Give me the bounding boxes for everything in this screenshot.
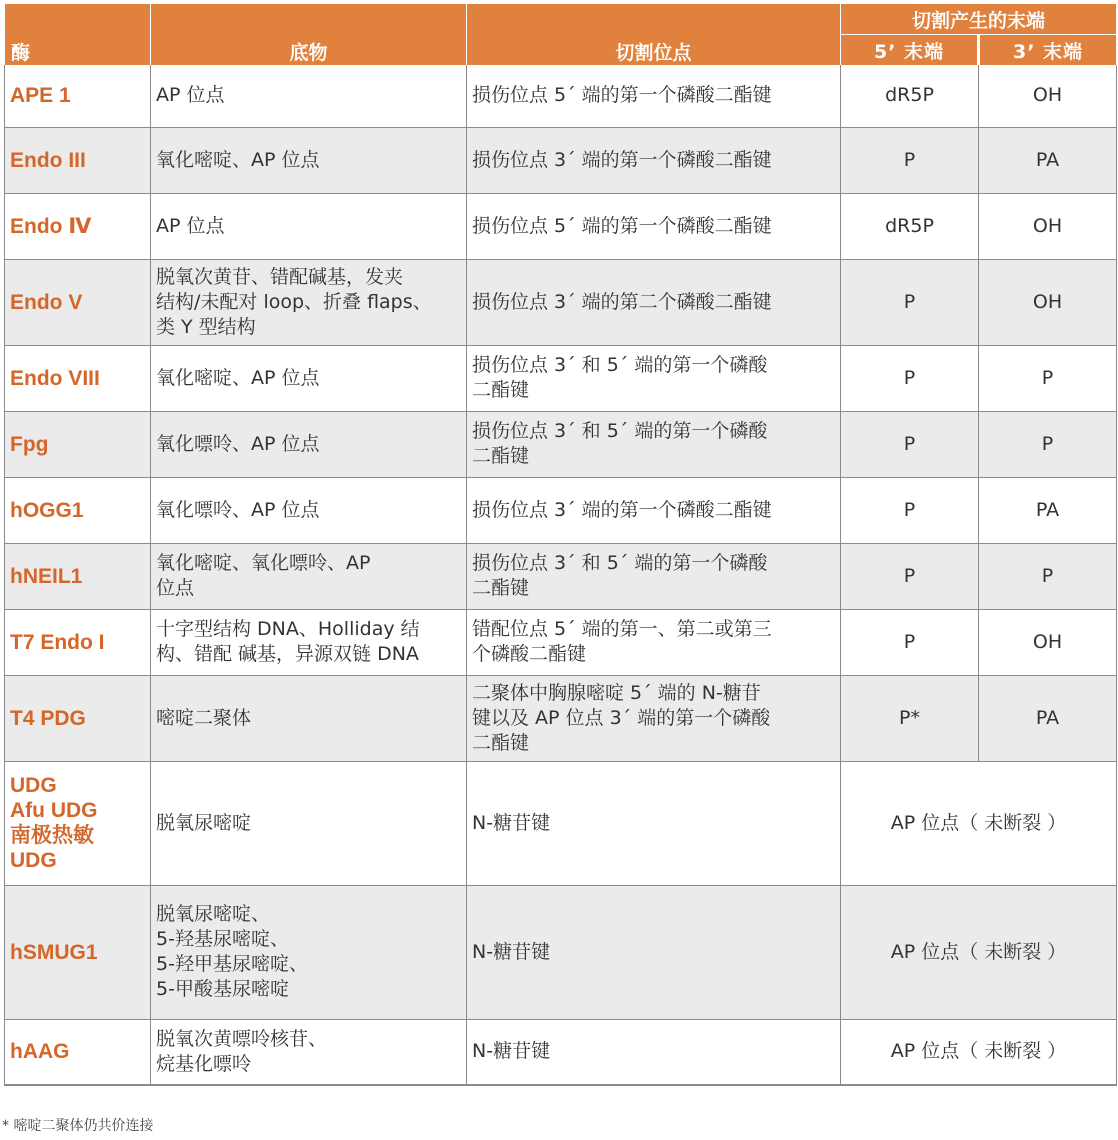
- ends-merged-cell: AP 位点（ 未断裂 ）: [841, 761, 1117, 885]
- enzyme-name-cell: hSMUG1: [5, 885, 151, 1019]
- substrate-cell: 氧化嘧啶、AP 位点: [151, 127, 467, 193]
- table-row: [5, 411, 1117, 477]
- footnote: * 嘧啶二聚体仍共价连接: [2, 1118, 154, 1134]
- table-row: [5, 1019, 1117, 1085]
- enzyme-name-cell: hAAG: [5, 1019, 151, 1085]
- header-end5: 5’ 末端: [841, 35, 979, 66]
- ends-merged-cell: AP 位点（ 未断裂 ）: [841, 1019, 1117, 1085]
- cleavage-site-cell: 损伤位点 3´ 端的第二个磷酸二酯键: [467, 259, 841, 345]
- cleavage-site-cell: N-糖苷键: [467, 885, 841, 1019]
- end5-cell: P: [841, 411, 979, 477]
- table-row: [5, 477, 1117, 543]
- header-substrate: 底物: [151, 4, 467, 65]
- header-row-1: [5, 4, 1117, 35]
- end3-cell: P: [979, 345, 1117, 411]
- cleavage-site-cell: 损伤位点 3´ 和 5´ 端的第一个磷酸 二酯键: [467, 543, 841, 609]
- end3-cell: OH: [979, 609, 1117, 675]
- cleavage-site-cell: 损伤位点 5´ 端的第一个磷酸二酯键: [467, 193, 841, 259]
- table-row: [5, 761, 1117, 885]
- end3-cell: P: [979, 411, 1117, 477]
- cleavage-site-cell: 损伤位点 3´ 和 5´ 端的第一个磷酸 二酯键: [467, 411, 841, 477]
- end3-cell: PA: [979, 675, 1117, 761]
- enzyme-name-cell: T4 PDG: [5, 675, 151, 761]
- header-enzyme: 酶: [5, 4, 151, 65]
- enzyme-name-cell: T7 Endo I: [5, 609, 151, 675]
- table-row: [5, 127, 1117, 193]
- table-row: [5, 259, 1117, 345]
- cleavage-site-cell: 损伤位点 3´ 和 5´ 端的第一个磷酸 二酯键: [467, 345, 841, 411]
- enzyme-name-cell: Endo VIII: [5, 345, 151, 411]
- end3-cell: PA: [979, 477, 1117, 543]
- cleavage-site-cell: N-糖苷键: [467, 1019, 841, 1085]
- enzyme-name-cell: APE 1: [5, 65, 151, 127]
- cleavage-site-cell: 二聚体中胸腺嘧啶 5´ 端的 N-糖苷 键以及 AP 位点 3´ 端的第一个磷酸 二酯键: [467, 675, 841, 761]
- end3-cell: OH: [979, 65, 1117, 127]
- enzyme-name-cell: Endo III: [5, 127, 151, 193]
- enzyme-name-cell: UDG Afu UDG 南极热敏 UDG: [5, 761, 151, 885]
- table-row: [5, 345, 1117, 411]
- substrate-cell: 氧化嘧啶、AP 位点: [151, 345, 467, 411]
- table-row: [5, 675, 1117, 761]
- table-row: [5, 193, 1117, 259]
- header-ends-group: 切割产生的末端: [841, 4, 1117, 35]
- enzyme-name-cell: Endo V: [5, 259, 151, 345]
- substrate-cell: AP 位点: [151, 193, 467, 259]
- table-row: [5, 609, 1117, 675]
- substrate-cell: AP 位点: [151, 65, 467, 127]
- end5-cell: P: [841, 543, 979, 609]
- cleavage-site-cell: N-糖苷键: [467, 761, 841, 885]
- table-row: [5, 65, 1117, 127]
- substrate-cell: 氧化嘌呤、AP 位点: [151, 411, 467, 477]
- end5-cell: P: [841, 259, 979, 345]
- substrate-cell: 嘧啶二聚体: [151, 675, 467, 761]
- enzyme-name-cell: hNEIL1: [5, 543, 151, 609]
- cleavage-site-cell: 损伤位点 5´ 端的第一个磷酸二酯键: [467, 65, 841, 127]
- cleavage-site-cell: 损伤位点 3´ 端的第一个磷酸二酯键: [467, 477, 841, 543]
- table-row: [5, 543, 1117, 609]
- end5-cell: dR5P: [841, 65, 979, 127]
- enzyme-name-cell: hOGG1: [5, 477, 151, 543]
- end5-cell: P: [841, 609, 979, 675]
- table-body: [5, 65, 1117, 1085]
- enzyme-table: [4, 4, 1117, 1086]
- header-cleavage-site: 切割位点: [467, 4, 841, 65]
- substrate-cell: 脱氧次黄嘌呤核苷、 烷基化嘌呤: [151, 1019, 467, 1085]
- end5-cell: P*: [841, 675, 979, 761]
- header-end3: 3’ 末端: [979, 35, 1117, 66]
- substrate-cell: 脱氧尿嘧啶: [151, 761, 467, 885]
- ends-merged-cell: AP 位点（ 未断裂 ）: [841, 885, 1117, 1019]
- substrate-cell: 氧化嘌呤、AP 位点: [151, 477, 467, 543]
- end5-cell: dR5P: [841, 193, 979, 259]
- end3-cell: OH: [979, 193, 1117, 259]
- enzyme-name-cell: Endo Ⅳ: [5, 193, 151, 259]
- cleavage-site-cell: 损伤位点 3´ 端的第一个磷酸二酯键: [467, 127, 841, 193]
- substrate-cell: 脱氧尿嘧啶、 5-羟基尿嘧啶、 5-羟甲基尿嘧啶、 5-甲酸基尿嘧啶: [151, 885, 467, 1019]
- end3-cell: PA: [979, 127, 1117, 193]
- end3-cell: OH: [979, 259, 1117, 345]
- end5-cell: P: [841, 477, 979, 543]
- table-row: [5, 885, 1117, 1019]
- substrate-cell: 脱氧次黄苷、错配碱基，发夹 结构/未配对 loop、折叠 flaps、 类 Y 型结构: [151, 259, 467, 345]
- end3-cell: P: [979, 543, 1117, 609]
- substrate-cell: 氧化嘧啶、氧化嘌呤、AP 位点: [151, 543, 467, 609]
- end5-cell: P: [841, 345, 979, 411]
- cleavage-site-cell: 错配位点 5´ 端的第一、第二或第三 个磷酸二酯键: [467, 609, 841, 675]
- enzyme-name-cell: Fpg: [5, 411, 151, 477]
- end5-cell: P: [841, 127, 979, 193]
- substrate-cell: 十字型结构 DNA、Holliday 结 构、错配 碱基，异源双链 DNA: [151, 609, 467, 675]
